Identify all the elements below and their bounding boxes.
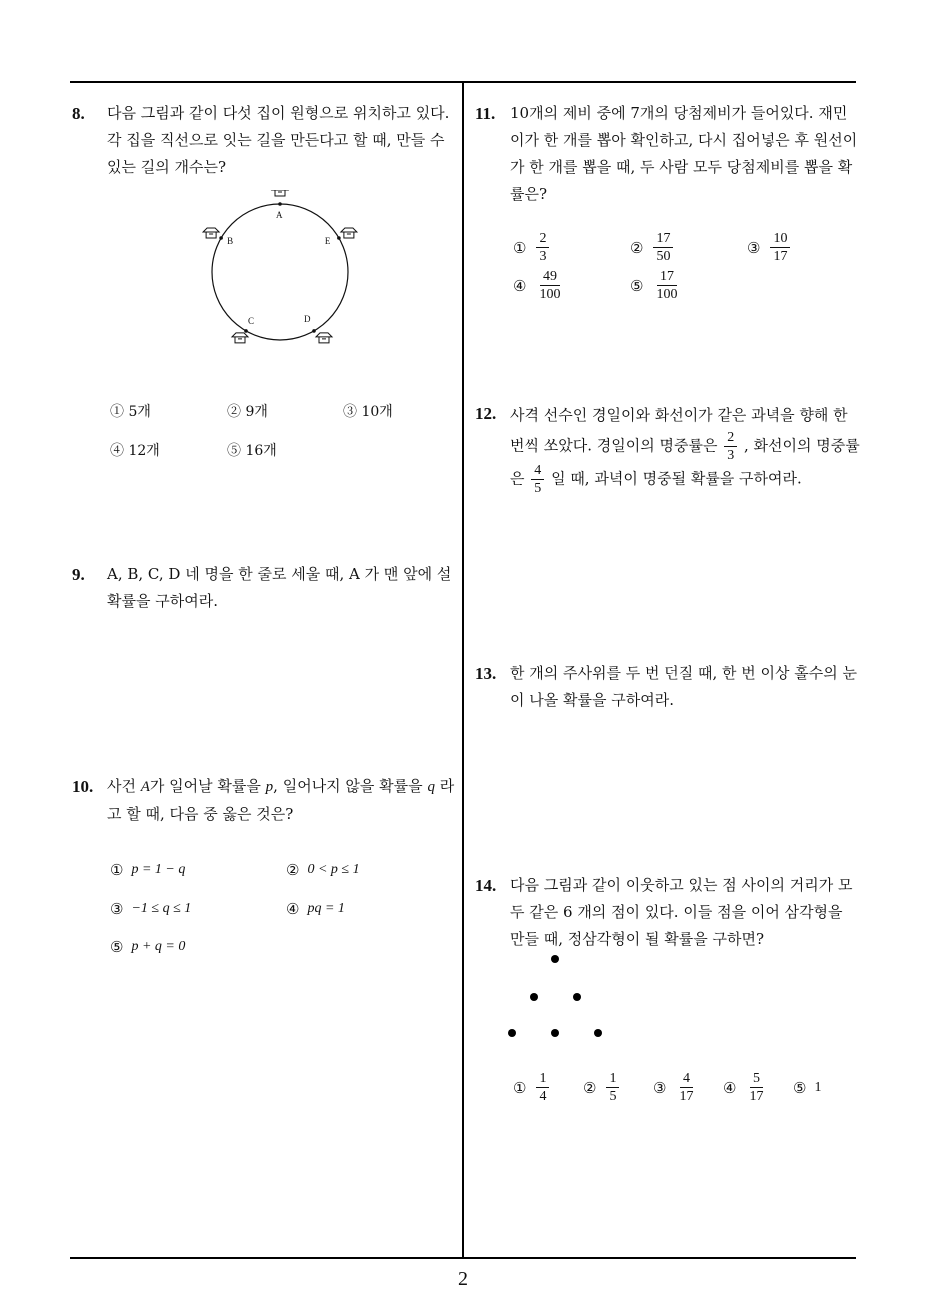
choice[interactable]: ① $\frac{2}{3}$ bbox=[513, 231, 551, 264]
choice[interactable]: ④ $\frac{49}{100}$ bbox=[513, 269, 565, 302]
choice[interactable]: ⑤ 16개 bbox=[227, 443, 277, 459]
choice[interactable]: ④ $\frac{5}{17}$ bbox=[723, 1071, 768, 1104]
question-12 bbox=[475, 400, 860, 496]
house-label: E bbox=[324, 236, 331, 246]
triangle-grid-dot bbox=[594, 1029, 602, 1037]
choice[interactable]: ① p = 1 − q bbox=[110, 861, 186, 879]
fraction: $\frac{4}{5}$ bbox=[531, 463, 544, 496]
question-text: 10개의 제비 중에 7개의 당첨제비가 들어있다. 재민이가 한 개를 뽑아 확인하고, 다시 집어넣은 후 원선이가 한 개를 뽑을 때, 두 사람 모두 당첨제비를 뽑을 확률은? bbox=[510, 104, 858, 203]
house-icon bbox=[341, 228, 357, 238]
house-point bbox=[337, 236, 341, 240]
choice[interactable]: ④ pq = 1 bbox=[286, 900, 345, 918]
question-9 bbox=[72, 561, 457, 615]
choice[interactable]: ② 0 < p ≤ 1 bbox=[286, 861, 360, 879]
choice[interactable]: ⑤ p + q = 0 bbox=[110, 938, 186, 956]
choice[interactable]: ② $\frac{17}{50}$ bbox=[630, 231, 675, 264]
question-text: 한 개의 주사위를 두 번 던질 때, 한 번 이상 홀수의 눈이 나올 확률을 구하여라. bbox=[510, 664, 858, 709]
five-houses-circle-diagram bbox=[190, 190, 370, 350]
question-text: 다음 그림과 같이 다섯 집이 원형으로 위치하고 있다. 각 집을 직선으로 잇는 길을 만든다고 할 때, 만들 수 있는 길의 개수는? bbox=[107, 104, 450, 176]
house-label: B bbox=[227, 236, 234, 246]
house-label: C bbox=[248, 315, 255, 326]
house-point bbox=[278, 202, 282, 206]
question-number: 14. bbox=[475, 876, 497, 895]
house-point bbox=[312, 329, 316, 333]
house-point bbox=[219, 236, 223, 240]
page-number: 2 bbox=[458, 1268, 468, 1290]
question-14 bbox=[475, 872, 860, 953]
question-number: 12. bbox=[475, 404, 497, 423]
triangle-grid-dot bbox=[551, 1029, 559, 1037]
house-icon bbox=[232, 333, 248, 343]
choice[interactable]: ② $\frac{1}{5}$ bbox=[583, 1071, 621, 1104]
choice[interactable]: ① $\frac{1}{4}$ bbox=[513, 1071, 551, 1104]
fraction: $\frac{5}{17}$ bbox=[749, 1071, 764, 1104]
fraction: $\frac{1}{4}$ bbox=[536, 1071, 549, 1104]
house-icon bbox=[272, 190, 288, 196]
choice[interactable]: ③ $\frac{10}{17}$ bbox=[747, 231, 792, 264]
question-text: 다음 그림과 같이 이웃하고 있는 점 사이의 거리가 모두 같은 6 개의 점이 있다. 이들 점을 이어 삼각형을 만들 때, 정삼각형이 될 확률을 구하면? bbox=[510, 876, 853, 948]
choice[interactable]: ③ 10개 bbox=[343, 404, 393, 420]
question-number: 13. bbox=[475, 664, 497, 683]
triangle-grid-dot bbox=[573, 993, 581, 1001]
column-divider bbox=[462, 81, 464, 1259]
fraction: $\frac{2}{3}$ bbox=[724, 430, 737, 463]
question-text: 사격 선수인 경일이와 화선이가 같은 과녁을 향해 한 번씩 쏘았다. 경일이의 명중률은 $\frac{2}{3}$ , 화선이의 명중률 은 $\frac{4}{5}$ 일 때, 과녁이 명중될 확률을 구하여라. bbox=[510, 406, 860, 496]
choice[interactable]: ⑤ 1 bbox=[793, 1079, 822, 1097]
house-label: D bbox=[304, 313, 311, 324]
fraction: $\frac{49}{100}$ bbox=[539, 269, 561, 302]
fraction: $\frac{17}{100}$ bbox=[656, 269, 678, 302]
question-13 bbox=[475, 660, 860, 714]
question-number: 8. bbox=[72, 104, 85, 123]
triangle-grid-dot bbox=[551, 955, 559, 963]
question-8 bbox=[72, 100, 457, 181]
question-number: 10. bbox=[72, 777, 94, 796]
fraction: $\frac{10}{17}$ bbox=[770, 231, 790, 264]
choice[interactable]: ⑤ $\frac{17}{100}$ bbox=[630, 269, 682, 302]
triangle-grid-dot bbox=[508, 1029, 516, 1037]
choice[interactable]: ④ 12개 bbox=[110, 443, 160, 459]
question-number: 9. bbox=[72, 565, 85, 584]
question-11 bbox=[475, 100, 860, 208]
fraction: $\frac{17}{50}$ bbox=[653, 231, 673, 264]
house-point bbox=[244, 329, 248, 333]
fraction: $\frac{4}{17}$ bbox=[679, 1071, 694, 1104]
choice[interactable]: ③ $\frac{4}{17}$ bbox=[653, 1071, 698, 1104]
house-label: A bbox=[276, 210, 283, 220]
question-text: 사건 A가 일어날 확률을 p, 일어나지 않을 확률을 q 라고 할 때, 다음 중 옳은 것은? bbox=[107, 777, 455, 823]
circle bbox=[212, 204, 348, 340]
question-number: 11. bbox=[475, 104, 496, 123]
choice[interactable]: ① 5개 bbox=[110, 404, 151, 420]
bottom-rule bbox=[70, 1257, 856, 1259]
choice[interactable]: ② 9개 bbox=[227, 404, 268, 420]
house-icon bbox=[203, 228, 219, 238]
fraction: $\frac{2}{3}$ bbox=[536, 231, 549, 264]
house-icon bbox=[316, 333, 332, 343]
triangle-grid-dot bbox=[530, 993, 538, 1001]
question-text: A, B, C, D 네 명을 한 줄로 세울 때, A 가 맨 앞에 설 확률을 구하여라. bbox=[107, 565, 452, 610]
question-10 bbox=[72, 773, 457, 828]
choice[interactable]: ③ −1 ≤ q ≤ 1 bbox=[110, 900, 192, 918]
fraction: $\frac{1}{5}$ bbox=[606, 1071, 619, 1104]
